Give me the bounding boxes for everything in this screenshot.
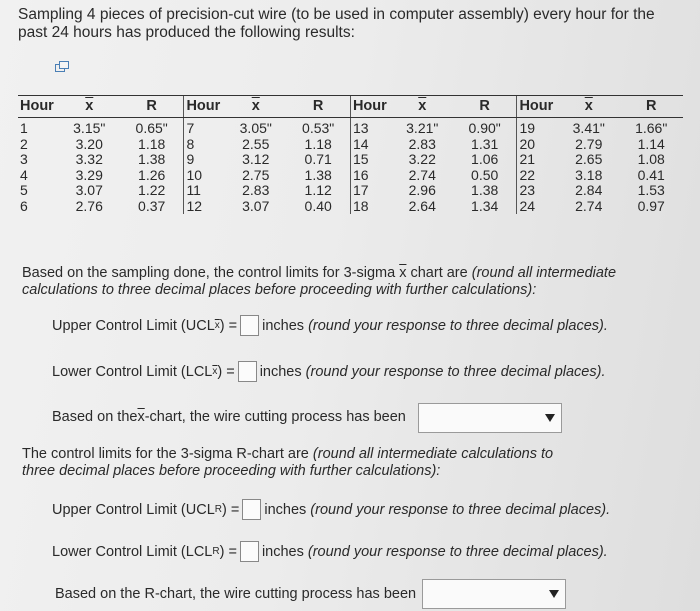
table-header-row (18, 96, 683, 118)
xbar-cell: 3.15" (73, 120, 106, 136)
ucl-r-label: Upper Control Limit (UCL (52, 501, 215, 518)
xbar-cell: 2.75 (242, 166, 270, 183)
xbar-cell: 2.83 (408, 135, 436, 152)
range-cell: 1.08 (637, 151, 665, 167)
xbar-cell: 2.65 (575, 151, 603, 167)
range-cell: 1.38 (138, 151, 166, 167)
ucl-r-subscript: R (214, 504, 223, 515)
range-cell: 1.22 (138, 182, 166, 198)
lcl-x-subscript: $\overline{x}$ (212, 366, 218, 377)
hour-cell: 18 (350, 199, 391, 215)
ucl-r-equals: ) = (222, 501, 240, 518)
ucl-r-unit: inches (264, 501, 307, 518)
data-table (18, 95, 683, 214)
xbar-cell: 3.29 (75, 166, 103, 183)
range-cell: 0.71 (304, 151, 332, 167)
table-row (18, 199, 683, 215)
xbar-symbol: $\overline{x}$ (137, 409, 145, 425)
ucl-x-label: Upper Control Limit (UCL (52, 317, 215, 334)
hour-cell: 1 (20, 120, 28, 136)
hour-cell: 6 (20, 197, 28, 214)
xchart-process-row (52, 409, 406, 425)
rchart-lcl-row (52, 541, 608, 562)
hour-cell: 23 (517, 183, 558, 199)
chevron-down-icon (549, 590, 559, 598)
xchart-intro-text: Based on the sampling done, the control limits for 3-sigma (22, 265, 400, 281)
ucl-x-equals: ) = (219, 317, 238, 334)
lcl-r-label: Lower Control Limit (LCL (52, 543, 213, 560)
xbar-cell: 2.83 (242, 182, 270, 198)
chevron-down-icon (545, 414, 555, 422)
range-cell: 1.38 (471, 182, 499, 198)
range-cell: 0.90" (468, 120, 501, 136)
hour-cell: 4 (20, 166, 28, 183)
hour-cell: 20 (517, 137, 558, 153)
rchart-process-row (55, 586, 416, 602)
hour-cell: 15 (350, 152, 391, 168)
xchart-intro-text2: chart are (406, 265, 472, 281)
header-xbar-label: $\overline{x}$ (85, 97, 94, 114)
range-cell: 0.40 (304, 197, 332, 214)
header-r: R (120, 96, 184, 118)
xbar-cell: 2.64 (408, 197, 436, 214)
xbar-cell: 2.79 (575, 135, 603, 152)
header-xbar-label: $\overline{x}$ (251, 97, 260, 114)
range-cell: 0.53" (302, 120, 335, 136)
ucl-x-round-note: (round your response to three decimal places). (308, 317, 608, 334)
xbar-cell: 3.20 (75, 135, 103, 152)
hour-cell: 12 (184, 199, 225, 215)
header-xbar-label: $\overline{x}$ (418, 97, 427, 114)
range-cell: 0.65" (135, 120, 168, 136)
range-cell: 0.50 (471, 166, 499, 183)
header-xbar (59, 96, 120, 118)
range-cell: 1.66" (635, 120, 668, 136)
xchart-rounding-note: (round all intermediate calculations to three decimal places before proceeding with further calculations): (22, 265, 617, 298)
hour-cell: 10 (184, 168, 225, 184)
xbar-cell: 3.07 (242, 197, 270, 214)
xchart-lcl-row (52, 361, 605, 382)
lcl-r-subscript: R (212, 546, 220, 557)
rchart-process-label: Based on the R-chart, the wire cutting process has been (55, 586, 417, 602)
range-cell: 1.31 (471, 135, 499, 152)
header-r: R (619, 96, 683, 118)
xchart-intro (22, 265, 662, 299)
range-cell: 1.53 (637, 182, 665, 198)
hour-cell: 2 (20, 135, 28, 152)
header-hour: Hour (350, 96, 391, 118)
xbar-cell: 3.32 (75, 151, 103, 167)
hour-cell: 7 (184, 118, 225, 137)
xbar-cell: 3.12 (242, 151, 270, 167)
xchart-process-dropdown[interactable] (418, 403, 562, 433)
header-hour: Hour (18, 96, 59, 118)
ucl-x-input[interactable] (240, 315, 259, 336)
table-row (18, 152, 683, 168)
xbar-cell: 2.74 (575, 197, 603, 214)
xbar-cell: 3.07 (75, 182, 103, 198)
header-xbar (558, 96, 619, 118)
hour-cell: 11 (184, 183, 225, 199)
xbar-cell: 2.55 (242, 135, 270, 152)
header-hour: Hour (184, 96, 225, 118)
range-cell: 0.37 (138, 197, 166, 214)
lcl-x-equals: ) = (217, 363, 235, 380)
ucl-r-input[interactable] (242, 499, 261, 520)
lcl-x-unit: inches (259, 363, 302, 380)
range-cell: 1.38 (304, 166, 332, 183)
rchart-ucl-row (52, 499, 610, 520)
header-xbar (392, 96, 453, 118)
header-xbar (225, 96, 286, 118)
table-body (18, 118, 683, 215)
xchart-process-post: -chart, the wire cutting process has been (144, 409, 406, 425)
range-cell: 1.14 (637, 135, 665, 152)
lcl-x-label: Lower Control Limit (LCL (52, 363, 213, 380)
range-cell: 1.34 (471, 197, 499, 214)
xbar-cell: 2.74 (408, 166, 436, 183)
xbar-cell: 2.84 (575, 182, 603, 198)
hour-cell: 22 (517, 168, 558, 184)
rchart-process-dropdown[interactable] (422, 579, 566, 609)
header-hour: Hour (517, 96, 558, 118)
xbar-cell: 2.76 (75, 197, 103, 214)
rchart-rounding-note: (round all intermediate calculations to three decimal places before proceeding with further calculations): (22, 446, 554, 479)
copy-data-icon[interactable] (55, 61, 69, 73)
range-cell: 1.06 (471, 151, 499, 167)
header-xbar-label: $\overline{x}$ (584, 97, 593, 114)
ucl-x-subscript: $\overline{x}$ (214, 320, 220, 331)
range-cell: 1.18 (138, 135, 166, 152)
table-row (18, 118, 683, 137)
lcl-x-round-note: (round your response to three decimal places). (305, 363, 606, 380)
table-row (18, 168, 683, 184)
hour-cell: 19 (517, 118, 558, 137)
lcl-r-round-note: (round your response to three decimal places). (307, 543, 608, 560)
lcl-x-input[interactable] (238, 361, 257, 382)
xbar-symbol: $\overline{x}$ (399, 265, 407, 281)
lcl-r-equals: ) = (219, 543, 237, 560)
xbar-cell: 3.41" (572, 120, 605, 136)
lcl-r-input[interactable] (240, 541, 259, 562)
xbar-cell: 3.21" (406, 120, 439, 136)
range-cell: 1.18 (304, 135, 332, 152)
hour-cell: 8 (184, 137, 225, 153)
header-r: R (453, 96, 517, 118)
hour-cell: 21 (517, 152, 558, 168)
xchart-ucl-row (52, 315, 608, 336)
hour-cell: 24 (517, 199, 558, 215)
hour-cell: 3 (20, 151, 28, 167)
hour-cell: 14 (350, 137, 391, 153)
ucl-x-unit: inches (262, 317, 305, 334)
range-cell: 0.41 (637, 166, 665, 183)
xchart-process-pre: Based on the (52, 409, 138, 425)
hour-cell: 16 (350, 168, 391, 184)
table-row (18, 137, 683, 153)
hour-cell: 17 (350, 183, 391, 199)
rchart-intro (22, 446, 582, 480)
lcl-r-unit: inches (261, 543, 304, 560)
ucl-r-round-note: (round your response to three decimal places). (310, 501, 611, 518)
range-cell: 0.97 (637, 197, 665, 214)
hour-cell: 13 (350, 118, 391, 137)
rchart-intro-text: The control limits for the 3-sigma R-chart are (22, 446, 313, 462)
hour-cell: 5 (20, 182, 28, 198)
xbar-cell: 3.18 (575, 166, 603, 183)
xbar-cell: 3.05" (239, 120, 272, 136)
xbar-cell: 2.96 (408, 182, 436, 198)
range-cell: 1.12 (304, 182, 332, 198)
xbar-cell: 3.22 (408, 151, 436, 167)
problem-intro: Sampling 4 pieces of precision-cut wire (to be used in computer assembly) every hour for the past 24 hours has produced the following results: (18, 6, 655, 41)
table-row (18, 183, 683, 199)
header-r: R (286, 96, 350, 118)
range-cell: 1.26 (138, 166, 166, 183)
hour-cell: 9 (184, 152, 225, 168)
